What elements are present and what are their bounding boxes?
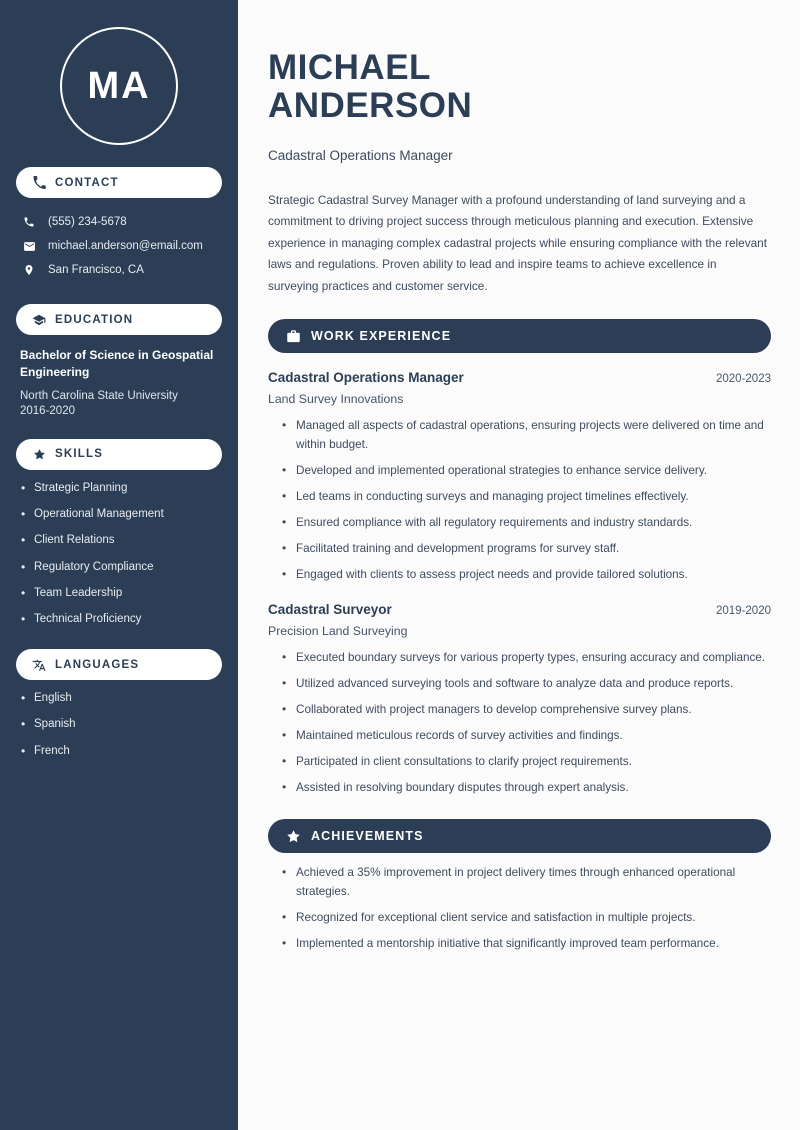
- monogram-initials: MA: [60, 27, 178, 145]
- experience-entry: [268, 370, 771, 585]
- education-degree: Bachelor of Science in Geospatial Engineering: [20, 348, 214, 380]
- job-title: Cadastral Operations Manager: [268, 147, 453, 163]
- list-item: • Facilitated training and development programs for survey staff.: [282, 540, 771, 559]
- education-school: North Carolina State University: [20, 389, 178, 402]
- education-entry: [16, 335, 222, 417]
- star-icon: [32, 447, 46, 461]
- contact-location-value: San Francisco, CA: [48, 264, 144, 276]
- list-item: • Operational Management: [20, 508, 218, 522]
- section-header-work-experience: [268, 319, 771, 353]
- section-header-skills-label: SKILLS: [55, 448, 104, 461]
- section-header-achievements: [268, 819, 771, 853]
- list-item: • Regulatory Compliance: [20, 561, 218, 575]
- section-header-education-label: EDUCATION: [55, 313, 134, 326]
- achievements-list: [268, 864, 771, 954]
- list-item: • Maintained meticulous records of survey activities and findings.: [282, 727, 771, 746]
- section-header-education: [16, 304, 222, 335]
- list-item: • Led teams in conducting surveys and managing project timelines effectively.: [282, 488, 771, 507]
- contact-email[interactable]: [16, 234, 222, 258]
- list-item: • Executed boundary surveys for various property types, ensuring accuracy and compliance.: [282, 649, 771, 668]
- list-item: • Client Relations: [20, 534, 218, 548]
- list-item: • Ensured compliance with all regulatory requirements and industry standards.: [282, 514, 771, 533]
- list-item: • Spanish: [20, 718, 218, 732]
- experience-role: Cadastral Surveyor: [268, 601, 392, 617]
- list-item: • Utilized advanced surveying tools and software to analyze data and produce reports.: [282, 675, 771, 694]
- list-item: • Achieved a 35% improvement in project delivery times through enhanced operational strategies.: [282, 864, 771, 902]
- section-header-achievements-label: ACHIEVEMENTS: [311, 829, 424, 844]
- education-years: 2016-2020: [20, 404, 75, 417]
- professional-summary: Strategic Cadastral Survey Manager with a profound understanding of land surveying and a commitment to driving project success through meticulous planning and execution. Extensive experience in managing complex cadastral projects while ensuring compliance with the relevant laws and regulations. Proven ability to lead and inspire teams to achieve excellence in surveying practices and customer service.: [268, 192, 768, 293]
- list-item: • Assisted in resolving boundary disputes through expert analysis.: [282, 779, 771, 798]
- section-header-contact: [16, 167, 222, 198]
- list-item: • Developed and implemented operational strategies to enhance service delivery.: [282, 462, 771, 481]
- list-item: • Implemented a mentorship initiative that significantly improved team performance.: [282, 935, 771, 954]
- briefcase-icon: [286, 329, 301, 344]
- sidebar: [0, 0, 238, 1130]
- experience-entry: [268, 602, 771, 798]
- experience-dates: 2019-2020: [716, 604, 771, 617]
- section-header-skills: [16, 439, 222, 470]
- list-item: • Recognized for exceptional client service and satisfaction in multiple projects.: [282, 909, 771, 928]
- last-name: ANDERSON: [268, 85, 473, 125]
- experience-role: Cadastral Operations Manager: [268, 370, 464, 386]
- list-item: • Managed all aspects of cadastral operations, ensuring projects were delivered on time and within budget.: [282, 417, 771, 455]
- section-header-work-experience-label: WORK EXPERIENCE: [311, 329, 452, 344]
- contact-location[interactable]: [16, 258, 222, 282]
- list-item: • English: [20, 692, 218, 706]
- contact-list: [16, 210, 222, 282]
- location-pin-icon: [22, 263, 36, 277]
- experience-bullets: [268, 417, 771, 585]
- list-item: • Participated in client consultations to clarify project requirements.: [282, 753, 771, 772]
- avatar: [16, 0, 222, 145]
- experience-entry-header: [268, 602, 771, 617]
- envelope-icon: [22, 239, 36, 253]
- list-item: • Engaged with clients to assess project needs and provide tailored solutions.: [282, 566, 771, 585]
- languages-list: [16, 692, 222, 758]
- list-item: • Strategic Planning: [20, 482, 218, 496]
- section-header-contact-label: CONTACT: [55, 176, 119, 189]
- experience-company: Land Survey Innovations: [268, 392, 404, 407]
- first-name: MICHAEL: [268, 48, 431, 88]
- list-item: • French: [20, 745, 218, 759]
- language-icon: [32, 658, 46, 672]
- experience-dates: 2020-2023: [716, 373, 771, 386]
- main-content: [238, 0, 800, 1130]
- phone-icon: [32, 176, 46, 190]
- section-header-languages-label: LANGUAGES: [55, 658, 140, 671]
- contact-phone[interactable]: [16, 210, 222, 234]
- star-icon: [286, 829, 301, 844]
- skills-list: [16, 482, 222, 627]
- phone-icon: [22, 215, 36, 229]
- graduation-cap-icon: [32, 313, 46, 327]
- experience-company: Precision Land Surveying: [268, 623, 408, 638]
- experience-bullets: [268, 649, 771, 798]
- list-item: • Team Leadership: [20, 587, 218, 601]
- contact-email-value: michael.anderson@email.com: [48, 240, 203, 252]
- page-title: [268, 49, 771, 124]
- experience-entry-header: [268, 370, 771, 385]
- contact-phone-value: (555) 234-5678: [48, 216, 127, 228]
- list-item: • Technical Proficiency: [20, 613, 218, 627]
- list-item: • Collaborated with project managers to develop comprehensive survey plans.: [282, 701, 771, 720]
- section-header-languages: [16, 649, 222, 680]
